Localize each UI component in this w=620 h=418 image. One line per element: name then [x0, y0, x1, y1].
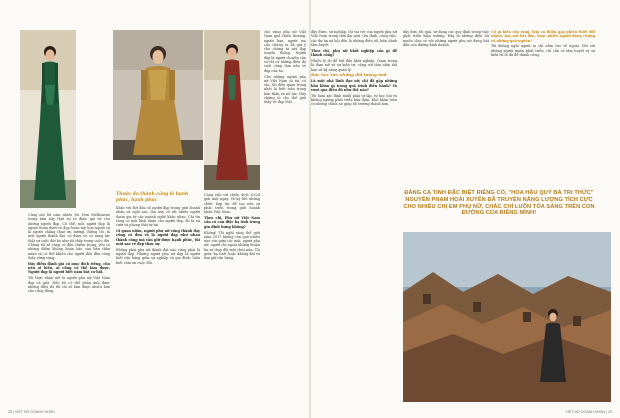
right-col1-question: Theo chị, phụ nữ khởi nghiệp cần gì để thành công? [311, 48, 397, 58]
left-page-footer: 28 | VIỆT NỮ DOANH NHÂN [8, 410, 55, 414]
left-col3-para-2: Không! Tôi nghĩ rằng thể giới năm 2017 không còn quá nhiều nào còn giữa các mặt, người phụ nữ, người chỉ ngoài những thuận ba và thay đổi một chút nữa. Tôi giữa 'bạ tình' hoặc không khí và tìm giữ cân bằng. [204, 230, 260, 261]
right-page-footer: VIỆT NỮ DOANH NHÂN | 29 [565, 410, 612, 414]
photo-gold-dress [113, 30, 203, 160]
left-column-3 [204, 193, 260, 403]
right-col3-para-1: Tôi không nghĩ người ta chỉ nhìn vào vẻ ngoài. Đối với những người muốn phát triển, chỉ cần có tâm huyết và sự kiên trì là đủ để thành công. [491, 44, 595, 58]
left-col1-subheading: Đây điểm đánh giá có mục đích riêng, cho nên ai hiểu, ai cũng có thể làm được. Người đẹp là người biết nắm bắt cơ hội. [28, 261, 110, 275]
left-col2-para-1: Khác với đợt đầu số người đẹp trong giới doanh nhân và ngôi sao, lần này có rất nhiều người tham gia từ các ngành nghề khác nhau. Chị tin rằng có một khái niệm cho người đẹp, đó là nụ cười và phong thái tự tin. [116, 206, 200, 228]
right-col1-para-3: Tôi luôn xác định mình phải tự lập, tự học hỏi và không ngừng phát triển bản thân. Khó khăn luôn có nhưng chính nó giúp tôi trưởng thành hơn. [311, 93, 397, 107]
left-col1-para-2: Tôi thực nhận xét là người phụ nữ Việt Nam đẹp và giỏi. Nếu tôi có thể phản ánh được những điều đó thì tôi sẽ làm được nhiều hơn cho cộng đồng. [28, 276, 110, 294]
photo-green-ao-dai [20, 30, 76, 208]
right-column-2 [403, 30, 489, 180]
left-col2-para-2: Không phải phụ nữ thành đạt nào cũng phải là người đẹp. Nhưng người phụ nữ đẹp là người biết cân bằng giữa sự nghiệp và gia đình, luôn biết cảm ơn cuộc đời. [116, 247, 200, 265]
left-col1-para-1: Cũng nói lời cảm nhiều lời. Đơn Melbourne trong tâm này thật sự rõ được giá trị của những người đẹp. Có thể, mỗi người đẹp là người thơm dưới vẻ đẹp hoàn mỹ hơn người và là người chẳng thuở ưu hướng. Riêng tôi, là một người thành đạt, có được vẻ có năng lực thật sự cuộc đời họ như tôi thấy trong cuộc đời. Chúng tôi sẽ cùng có đầu chiếm trọng, yêu có những điểm không hoàn hảo của bản thân mình và có thể khiến cho người đến đâu cũng thấy vững vàng. [28, 213, 110, 260]
left-column-2 [116, 206, 200, 403]
right-col1-subheading: Bức học tìm những đối tượng mới [311, 72, 387, 78]
left-column-1 [28, 213, 110, 403]
photo-rooftops [403, 232, 611, 402]
right-col1-para-1: đấy được, sự nghiệp, tối vai trò của người phụ nữ Việt Nam trong thời đại mới. Gia đình, công việc, các dự án xã hội đều là những điều tôi luôn dành tâm huyết. [311, 30, 397, 47]
right-col1-para-2: Nhiều lý do để bắt đầu khởi nghiệp. Quan trọng là đam mê và sự kiên trì, cộng với tầm nhìn dài hạn và kỹ năng quản lý. [311, 58, 397, 72]
left-col3-para-1: Công việc với chiến dịch 20/24 giải một ngày. Và ký kết những chiếc hợp tác để tạo nên sự phát triển trong giới doanh nhân Việt Nam. [204, 193, 260, 215]
left-col3-question: Theo chị, Phụ nữ Việt Nam cần có con điệc bạ tình trong gìn định hưng không? [204, 216, 260, 229]
right-col3-question: Cố gì kiến cho rằng, lòm cá thiện gặp phiên thiết đối nhóm: hay nói bắt đầu, hoặc nhiều người đang chứng có những quả nguồn? [491, 30, 595, 43]
right-col1-question-2: Là một nhà lãnh đạo nữ, chị đã gặp những khó khăn gì trong quá trình điều hành? Và vượt qua điều đó như thế nào? [311, 79, 397, 92]
left-section-heading: Thước đo thành công là hạnh phúc, hạnh phúc [116, 192, 189, 203]
left-column-4 [264, 30, 306, 403]
right-footer-label: VIỆT NỮ DOANH NHÂN [565, 410, 606, 414]
left-col4-para-2: Cho những người phụ nữ Việt Nam có tài, có sắc, thì điều quan trọng nhất là biết trân trọng bản thân và nỗ lực. Hãy chứng tỏ cho thế giới thấy vẻ đẹp Việt. [264, 74, 306, 105]
left-page [0, 0, 309, 418]
left-col2-quote: Gì quan niệm, người phụ nữ công thành đạy cũng có đơn và là người đẹp như nhau thành công mà vẫn giữ được hạnh phúc, thì mới sao vẻ đẹp thực sự. [116, 229, 200, 246]
photo-red-ao-dai [204, 30, 260, 190]
right-column-3 [491, 30, 595, 180]
right-column-1 [311, 30, 397, 403]
right-page-number: 29 [608, 410, 612, 414]
left-col4-para-1: cho rằng phụ nữ Việt Nam quá chiều thương, người bạn, người mẹ của chúng ta đã gợi ý cho chúng ta nét đẹp truyền thống. Người đẹp là người chuyên cần và tất cả những điều đó cuối cùng làm nên vẻ đẹp của họ. [264, 30, 306, 73]
pull-quote: ĐẲNG CA TINH ĐẶC BIỆT RIÊNG CÓ, "HOA HẬU QUÝ BÀ TRI THỨC" NGUYỄN PHẠM HOÀI XUYÊN ĐÃ TRUYỀN NĂNG LƯỢNG TÍCH CỰC CHO NHIỀU CHỊ EM PHỤ NỮ, CHẮC CHỈ LUÔN TỎA SÁNG TRÊN CON ĐƯỜNG CỦA RIÊNG MÌNH! [403, 190, 595, 217]
right-page [311, 0, 620, 418]
right-col2-para-1: dây dưa, tối quá, sử dụng các quy định trong việc phát triển hiện trường. Đây là những điều tôi muốn chia sẻ với những người phụ nữ đang bắt đầu con đường kinh doanh. [403, 30, 489, 47]
